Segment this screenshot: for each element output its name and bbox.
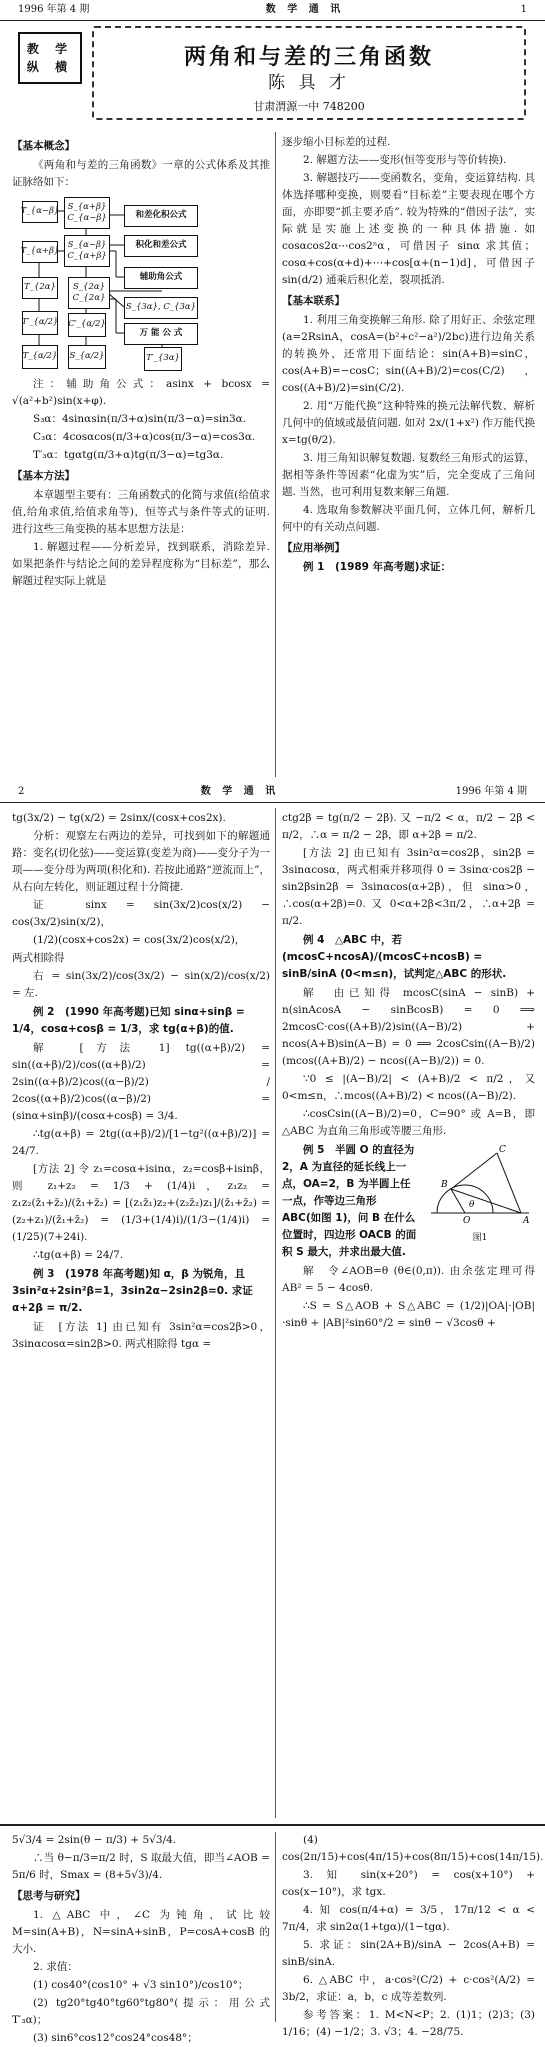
diagram-formula-box: S_{3α}, C_{3α} (124, 297, 198, 319)
left-column (12, 1832, 270, 2044)
body-paragraph: 5√3/4 = 2sin(θ − π/3) + 5√3/4. (12, 1834, 177, 1846)
author-affiliation: 甘肃渭源一中 748200 (253, 100, 365, 113)
figure-line (497, 1153, 521, 1213)
body-paragraph: 3. 知 sin(x+20°) = cos(x+10°) + cos(x−10°)，求 tgx. (282, 1869, 535, 1898)
left-column (12, 810, 270, 1820)
example-heading: 例 1 (1989 年高考题)求证： (303, 561, 451, 573)
body-paragraph: 证 [方法 1] 由已知有 3sin²α=cos2β>0，3sinαcosα=sin2β>0. 两式相除得 tgα = (12, 1321, 270, 1350)
body-paragraph: (4) cos(2π/15)+cos(4π/15)+cos(8π/15)+cos(14π/15). (282, 1834, 544, 1863)
body-paragraph: (1) cos40°(cos10° + √3 sin10°)/cos10°； (33, 1979, 249, 1991)
body-paragraph: (1/2)(cosx+cos2x) = cos(3x/2)cos(x/2)， (33, 934, 246, 946)
body-paragraph: C₃α：4cosαcos(π/3+α)cos(π/3−α)=cos3α. (33, 431, 256, 443)
diagram-formula-box: C′_{α/2} (68, 313, 106, 337)
body-paragraph: 本章题型主要有：三角函数式的化简与求值(给值求值,给角求值,给值求角等)，恒等式与条件等式的证明. 进行这些三角变换的基本思想方法是： (12, 489, 270, 535)
example-heading: 例 2 (1990 年高考题)已知 sinα+sinβ = 1/4，cosα+cosβ = 1/3，求 tg(α+β)的值. (12, 1006, 245, 1035)
diagram-formula-box: T_{α/2} (22, 345, 58, 369)
body-paragraph: ∴cosCsin((A−B)/2)=0，C=90° 或 A=B，即△ABC 为直角三角形或等腰三角形. (282, 1108, 535, 1137)
body-paragraph: ∴tg(α+β) = 24/7. (33, 1249, 124, 1261)
body-paragraph: 2. 用“万能代换”这种特殊的换元法解代数、解析几何中的值域或最值问题. 如对 2x/(1+x²) 作万能代换 x=tg(θ/2). (282, 400, 535, 446)
figure-1 (425, 1143, 535, 1246)
body-paragraph: 两式相除得 (12, 952, 65, 964)
section-heading: 【思考与研究】 (12, 1890, 86, 1902)
body-paragraph: 4. 知 cos(π/4+α) = 3/5，17π/12 < α < 7π/4，求 sin2α(1+tgα)/(1−tgα). (282, 1904, 535, 1933)
diagram-formula-box: 积化和差公式 (124, 235, 198, 257)
issue-label: 1996 年第 4 期 (18, 3, 90, 15)
figure-line (451, 1189, 521, 1213)
body-paragraph: 右 = sin(3x/2)/cos(3x/2) − sin(x/2)/cos(x/2) = 左. (12, 970, 270, 999)
section-heading: 【基本方法】 (12, 470, 75, 482)
body-paragraph: 证 sinx = sin(3x/2)cos(x/2) − cos(3x/2)sin(x/2)， (12, 899, 270, 928)
figure-label: C (499, 1145, 506, 1155)
issue-label: 1996 年第 4 期 (455, 785, 527, 797)
example-heading: 例 3 (1978 年高考题)知 α，β 为锐角，且 3sin²α+2sin²β=1，3sin2α−2sin2β=0. 求证 α+2β = π/2. (12, 1268, 253, 1314)
column-tag-line: 教 学 (26, 42, 74, 56)
figure-label: θ (469, 1200, 475, 1210)
page-one (0, 0, 545, 782)
diagram-formula-box: T_{α+β} (22, 241, 58, 263)
formula-system-diagram (20, 195, 260, 370)
body-paragraph: (2) tg20°tg40°tg60°tg80°(提示：用公式 T′₃α)； (12, 1997, 270, 2026)
column-divider (275, 808, 276, 1818)
body-paragraph: 参考答案：1. M<N<P；2. (1)1；(2)3；(3) 1/16；(4) −1/2；3. √3；4. −28/75. (282, 2009, 535, 2038)
column-tag-line: 纵 横 (26, 60, 74, 74)
page-number: 2 (18, 785, 25, 797)
diagram-formula-box: S_{α−β} C_{α+β} (64, 235, 110, 267)
figure-label: O (463, 1216, 471, 1226)
body-paragraph: 解 由已知得 mcosC(sinA − sinB) + n(sinAcosA − sinBcosB) = 0 ⟹ 2mcosC·cos((A+B)/2)sin((A−B)/2) + ncos(A+B)sin(A−B) = 0 ⟹ 2cosCsin((A−B)/2)(mcos((A+B)/2) − ncos((A−B)/2)) = 0. (282, 987, 535, 1067)
body-paragraph: [方法 2] 令 z₁=cosα+isinα，z₂=cosβ+isinβ，则 z₁+z₂ = 1/3 + (1/4)i，z₁z₂ = z₁z₂(z̄₁+z̄₂)/(z̄₁+z̄₂) = [(z₁z̄₁)z₂+(z₂z̄₂)z₁]/(z̄₁+z̄₂) = (z₂+z₁)/(z̄₁+z̄₂) = (1/3+(1/4)i)/(1/3−(1/4)i) = (1/25)(7+24i). (12, 1163, 270, 1243)
right-column (282, 134, 535, 779)
title-block (18, 26, 527, 126)
diagram-formula-box: S_{α/2} (68, 345, 106, 369)
page-header (0, 0, 545, 21)
body-paragraph: [方法 2] 由已知有 3sin²α=cos2β，sin2β = 3sinαcosα，两式相乘并移项得 0 = 3sinα·cos2β − sin2βsin2β = 3sinαcos(α+2β)，但 sinα>0，∴cos(α+2β)=0. 又 0<α+2β<3π/2，∴α+2β = π/2. (282, 847, 535, 927)
section-heading: 【应用举例】 (282, 542, 345, 554)
section-heading: 【基本概念】 (12, 140, 75, 152)
body-paragraph: 1. 解题过程——分析差异，找到联系，消除差异. 如果把条件与结论之间的差异程度称为“目标差”，那么解题过程实际上就是 (12, 541, 270, 587)
journal-name: 数 学 通 讯 (200, 785, 280, 797)
body-paragraph: 1. 利用三角变换解三角形. 除了用好正、余弦定理(a=2RsinA，cosA=(b²+c²−a²)/2bc)进行边角关系的转换外，还常用下面结论：sin(A+B)=sinC，cos(A+B)=−cosC；sin((A+B)/2)=cos(C/2)，cos((A+B)/2)=sin(C/2). (282, 314, 535, 394)
body-paragraph: 3. 用三角知识解复数题. 复数经三角形式的运算，据相等条件等因素“化虚为实”后，完全变成了三角问题. 当然，也可利用复数来解三角题. (282, 452, 535, 498)
author-name: 陈 具 才 (268, 73, 350, 93)
title-frame (92, 26, 526, 120)
figure-label: B (441, 1180, 448, 1190)
journal-name: 数 学 通 讯 (265, 3, 345, 15)
body-paragraph: 2. 求值： (33, 1961, 78, 1973)
diagram-formula-box: T_{α−β} (22, 201, 58, 223)
body-paragraph: ∵0 ≤ |(A−B)/2| < (A+B)/2 < π/2，又 0<m≤n，∴mcos((A+B)/2) < ncos((A−B)/2). (282, 1073, 535, 1102)
body-paragraph: tg(3x/2) − tg(x/2) = 2sinx/(cosx+cos2x). (12, 812, 226, 824)
column-divider (275, 1832, 276, 2022)
body-paragraph: 分析：观察左右两边的差异，可找到如下的解题通路：变名(切化弦)——变运算(变差为商)——变分子为一项——变分母为两项(积化和). 若按此通路“逆流而上”，从右向左转化，则证题过程十分简捷. (12, 830, 270, 893)
page-header (0, 782, 545, 803)
body-paragraph: 6. △ABC 中，a·cos²(C/2) + c·cos²(A/2) = 3b/2，求证：a，b，c 成等差数列. (282, 1974, 535, 2003)
diagram-formula-box: 和差化积公式 (124, 205, 198, 227)
article-title: 两角和与差的三角函数 (183, 45, 434, 70)
body-paragraph: ctg2β = tg(π/2 − 2β). 又 −π/2 < α，π/2 − 2β < π/2，∴α = π/2 − 2β，即 α+2β = π/2. (282, 812, 535, 841)
section-heading: 【基本联系】 (282, 295, 345, 307)
diagram-formula-box: S_{2α} C_{2α} (68, 277, 110, 309)
diagram-formula-box: T′_{3α} (144, 347, 182, 371)
diagram-formula-box: S_{α+β} C_{α−β} (64, 197, 110, 229)
body-paragraph: 2. 解题方法——变形(恒等变形与等价转换). (303, 154, 507, 166)
body-paragraph: 解 [方法 1] tg((α+β)/2) = sin((α+β)/2)/cos((α+β)/2) = 2sin((α+β)/2)cos((α−β)/2) / 2cos((α+β)/2)cos((α−β)/2) = (sinα+sinβ)/(cosα+cosβ) = 3/4. (12, 1042, 270, 1122)
figure-label: A (523, 1216, 530, 1226)
right-column (282, 1832, 544, 2038)
body-paragraph: (3) sin6°cos12°cos24°cos48°； (33, 2032, 198, 2044)
example-heading: 例 5 半圆 O 的直径为 2，A 为直径的延长线上一点，OA=2，B 为半圆上任一点，作等边三角形 ABC(如图 1)，问 B 在什么位置时，四边形 OACB 的面积 S 最大，并求出最大值. (282, 1144, 417, 1258)
body-paragraph: 3. 解题技巧——变函数名，变角，变运算结构. 具体选择哪种变换，则要看“目标差”主要表现在哪个方面，亦即要“抓主要矛盾”. 较为特殊的“借因子法”，实际就是实施上述变换的一种具体措施. 如 cosαcos2α⋯cos2ⁿα，可借因子 sinα 求其值；cosα+cos(α+d)+⋯+cos[α+(n−1)d]，可借因子 sin(d/2) 通乘后积化差，裂项抵消. (282, 172, 535, 286)
body-paragraph: ∴S = S△AOB + S△ABC = (1/2)|OA|·|OB|·sinθ + |AB|²sin60°/2 = sinθ − √3cosθ + (282, 1300, 535, 1329)
left-column (12, 134, 270, 779)
body-paragraph: ∴tg(α+β) = 2tg((α+β)/2)/[1−tg²((α+β)/2)] = 24/7. (12, 1128, 270, 1157)
body-paragraph: 解 令∠AOB=θ (θ∈(0,π)). 由余弦定理可得 AB² = 5 − 4cosθ. (282, 1265, 535, 1294)
body-paragraph: T′₃α：tgαtg(π/3+α)tg(π/3−α)=tg3α. (33, 449, 224, 461)
diagram-formula-box: T_{2α} (22, 277, 58, 299)
column-divider (275, 132, 276, 777)
diagram-formula-box: 辅助角公式 (124, 267, 198, 289)
page-number: 1 (520, 3, 527, 15)
example-heading: 例 4 △ABC 中，若 (mcosC+ncosA)/(mcosC+ncosB) = sinB/sinA (0<m≤n)，试判定△ABC 的形状. (282, 934, 507, 980)
diagram-formula-box: 万 能 公 式 (124, 323, 198, 345)
figure-line (451, 1153, 497, 1189)
page-two (0, 782, 545, 1824)
figure-caption: 图1 (472, 1233, 488, 1243)
semicircle-figure (425, 1143, 535, 1225)
body-paragraph: 注：辅助角公式：asinx + bcosx = √(a²+b²)sin(x+φ). (12, 378, 270, 407)
body-paragraph: 《两角和与差的三角函数》一章的公式体系及其推证脉络如下： (12, 159, 270, 188)
body-paragraph: 逐步缩小目标差的过程. (282, 136, 391, 148)
right-column (282, 810, 535, 1820)
column-tag (18, 32, 82, 84)
body-paragraph: S₃α：4sinαsin(π/3+α)sin(π/3−α)=sin3α. (33, 413, 247, 425)
body-paragraph: 4. 选取角参数解决平面几何，立体几何，解析几何中的有关动点问题. (282, 504, 535, 533)
page-three (0, 1824, 545, 2044)
body-paragraph: 1. △ABC 中，∠C 为钝角，试比较 M=sin(A+B)，N=sinA+sinB，P=cosA+cosB 的大小. (12, 1909, 270, 1955)
diagram-formula-box: T′_{α/2} (22, 311, 58, 335)
body-paragraph: ∴当 θ−π/3=π/2 时，S 取最大值，即当∠AOB = 5π/6 时，Smax = (8+5√3)/4. (12, 1852, 270, 1881)
body-paragraph: 5. 求证：sin(2A+B)/sinA − 2cos(A+B) = sinB/sinA. (282, 1939, 535, 1968)
